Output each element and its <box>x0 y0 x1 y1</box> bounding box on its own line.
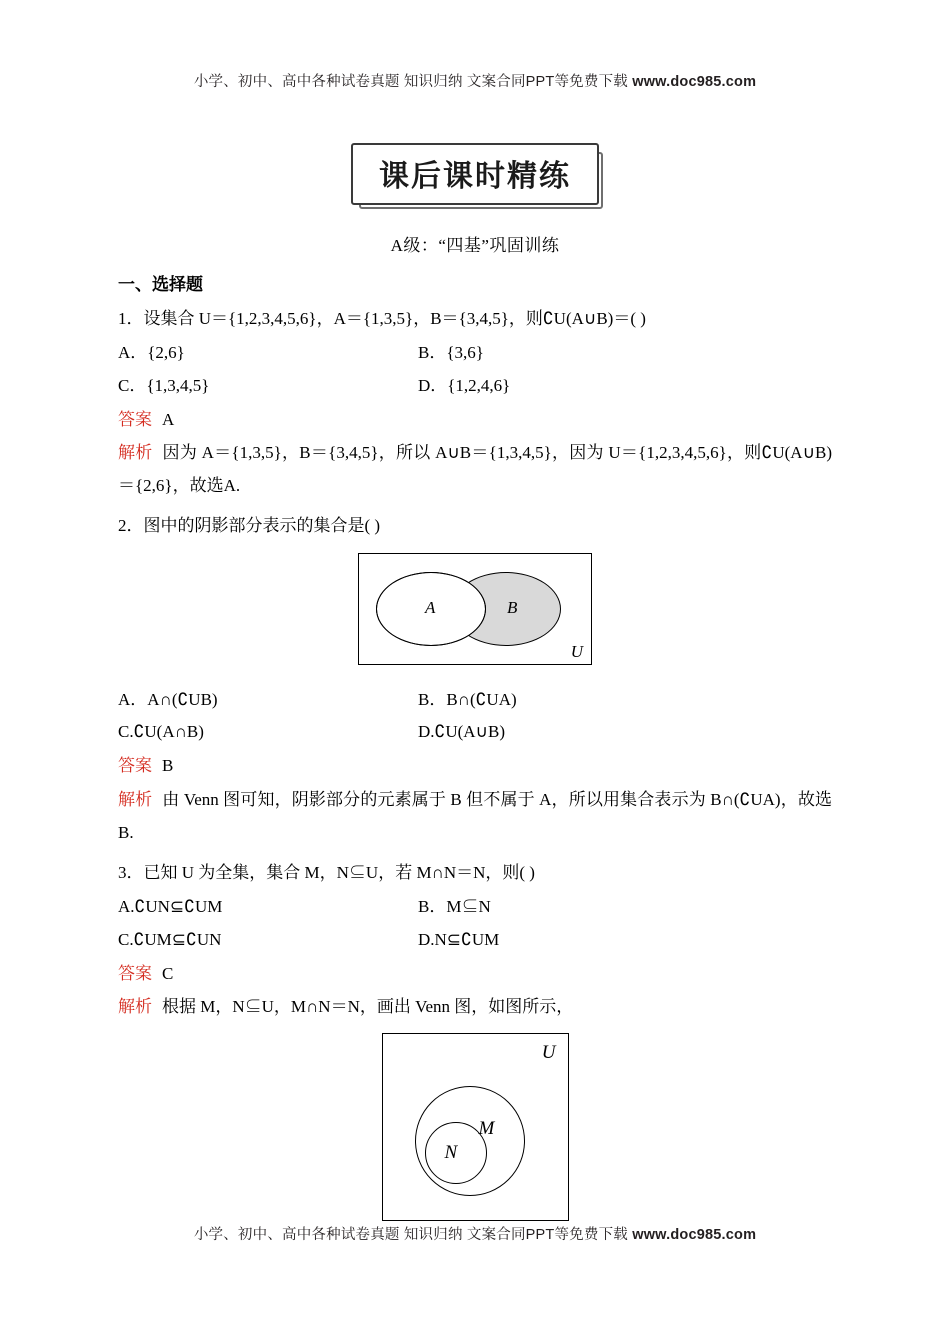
question-1-option-d[interactable]: D．{1,2,4,6} <box>418 375 511 395</box>
question-2-answer-line <box>118 750 832 782</box>
question-2-answer: B <box>162 756 174 776</box>
question-3-options-row-1 <box>118 891 832 923</box>
section-heading: 一、选择题 <box>118 275 203 294</box>
level-heading: A级：“四基”巩固训练 <box>390 236 560 255</box>
question-1-options-row-2 <box>118 370 832 402</box>
question-3-solution: 根据 M，N⊆U，M∩N＝N，画出 Venn 图，如图所示， <box>162 997 574 1017</box>
venn-label-a: A <box>425 597 436 617</box>
venn-diagram-mn <box>382 1033 569 1221</box>
question-2-option-d[interactable]: D.∁U(A∪B) <box>418 722 506 742</box>
venn-label-u: U <box>541 1042 556 1064</box>
question-3-option-a[interactable]: A.∁UN⊆∁UM <box>118 897 223 917</box>
answer-label: 答案 <box>118 756 152 776</box>
question-1-solution-line <box>118 436 832 502</box>
answer-label: 答案 <box>118 963 152 983</box>
venn-label-n: N <box>444 1142 458 1164</box>
question-2-solution-line <box>118 783 832 849</box>
question-3-options-row-2 <box>118 924 832 956</box>
solution-label: 解析 <box>118 789 153 809</box>
question-2-options-row-1 <box>118 684 832 716</box>
question-2-solution: 由 Venn 图可知，阴影部分的元素属于 B 但不属于 A，所以用集合表示为 B∩(∁UA)，故选B. <box>118 789 832 842</box>
question-1-option-b[interactable]: B．{3,6} <box>418 343 484 363</box>
page-title-wrap <box>118 143 832 205</box>
venn-label-u: U <box>570 641 583 661</box>
question-1-option-a[interactable]: A．{2,6} <box>118 343 185 363</box>
question-1-answer: A <box>162 409 175 429</box>
question-3-stem: 3．已知 U 为全集，集合 M，N⊆U，若 M∩N＝N，则( ) <box>118 862 535 882</box>
question-3-option-d[interactable]: D.N⊆∁UM <box>418 929 500 949</box>
question-3-figure <box>118 1033 832 1226</box>
watermark-url: www.doc985.com <box>632 1227 757 1243</box>
question-3-option-b[interactable]: B．M⊆N <box>418 897 491 917</box>
page-title: 课后课时精练 <box>379 159 571 194</box>
question-2-option-c[interactable]: C.∁U(A∩B) <box>118 722 204 742</box>
question-3-answer-line <box>118 958 832 990</box>
question-3-answer: C <box>162 963 174 983</box>
question-2-options-row-2 <box>118 716 832 748</box>
watermark-text: 小学、初中、高中各种试卷真题 知识归纳 文案合同PPT等免费下载 <box>193 1227 628 1243</box>
question-1-options-row-1 <box>118 337 832 369</box>
venn-diagram-ab <box>358 553 592 665</box>
page-title-box <box>351 143 599 205</box>
watermark-bottom <box>0 1223 950 1244</box>
question-2-option-a[interactable]: A．A∩(∁UB) <box>118 689 218 709</box>
question-2-stem: 2．图中的阴影部分表示的集合是( ) <box>118 516 381 536</box>
question-3-solution-line <box>118 990 832 1023</box>
answer-label: 答案 <box>118 409 152 429</box>
venn-label-b: B <box>507 597 518 617</box>
solution-label: 解析 <box>118 443 153 463</box>
watermark-text: 小学、初中、高中各种试卷真题 知识归纳 文案合同PPT等免费下载 <box>193 74 628 90</box>
watermark-url: www.doc985.com <box>632 74 757 90</box>
question-2-figure <box>118 553 832 670</box>
question-3-option-c[interactable]: C.∁UM⊆∁UN <box>118 929 222 949</box>
question-1-stem: 1．设集合 U＝{1,2,3,4,5,6}，A＝{1,3,5}，B＝{3,4,5}，则∁U(A∪B)＝( ) <box>118 309 646 328</box>
venn-label-m: M <box>478 1118 495 1140</box>
solution-label: 解析 <box>118 997 152 1017</box>
question-1-solution: 因为 A＝{1,3,5}，B＝{3,4,5}，所以 A∪B＝{1,3,4,5}，因为 U＝{1,2,3,4,5,6}，则∁U(A∪B)＝{2,6}，故选A. <box>118 443 833 496</box>
question-2-option-b[interactable]: B．B∩(∁UA) <box>418 689 517 709</box>
question-1-option-c[interactable]: C．{1,3,4,5} <box>118 375 210 395</box>
watermark-top <box>118 0 832 91</box>
question-1-answer-line <box>118 404 832 436</box>
